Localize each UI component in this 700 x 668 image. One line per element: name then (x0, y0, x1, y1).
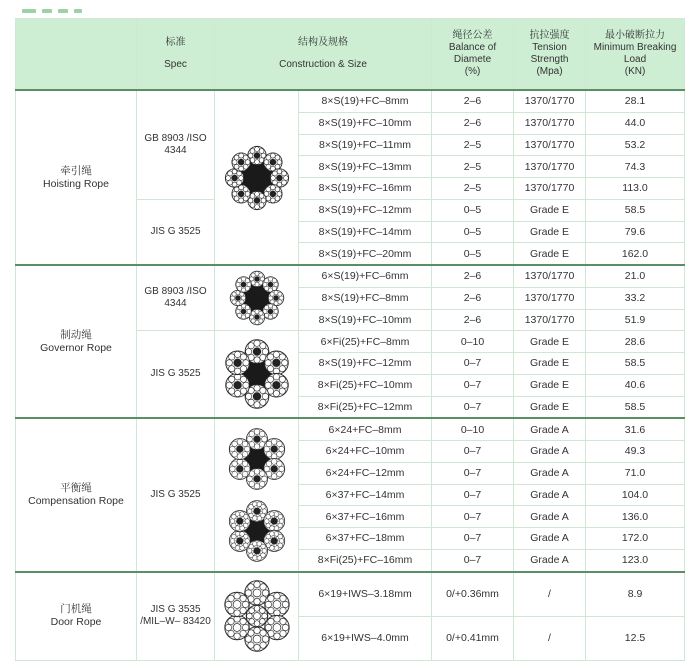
construction-cell: 6×24+FC–10mm (299, 441, 432, 463)
construction-cell: 8×S(19)+FC–11mm (299, 134, 432, 156)
tension-cell: Grade A (514, 506, 586, 528)
tension-cell: Grade E (514, 353, 586, 375)
balance-cell: 2–6 (432, 309, 514, 331)
load-cell: 33.2 (586, 287, 685, 309)
load-cell: 136.0 (586, 506, 685, 528)
tension-cell: Grade E (514, 199, 586, 221)
balance-cell: 0–5 (432, 243, 514, 265)
table-row (16, 418, 685, 440)
load-cell: 162.0 (586, 243, 685, 265)
balance-cell: 0–7 (432, 441, 514, 463)
category-compensation: 平衡绳 Compensation Rope (16, 418, 137, 571)
tension-cell: Grade A (514, 528, 586, 550)
rope-spec-table (15, 18, 685, 661)
tension-cell: Grade A (514, 441, 586, 463)
balance-cell: 0–10 (432, 418, 514, 440)
construction-cell: 8×S(19)+FC–12mm (299, 353, 432, 375)
load-cell: 28.6 (586, 331, 685, 353)
tension-cell: Grade A (514, 462, 586, 484)
table-row (16, 90, 685, 112)
category-door: 门机绳 Door Rope (16, 572, 137, 661)
balance-cell: 0–7 (432, 396, 514, 418)
construction-cell: 8×S(19)+FC–8mm (299, 287, 432, 309)
load-cell: 44.0 (586, 112, 685, 134)
construction-cell: 8×S(19)+FC–20mm (299, 243, 432, 265)
construction-cell: 6×37+FC–18mm (299, 528, 432, 550)
load-cell: 74.3 (586, 156, 685, 178)
balance-cell: 2–6 (432, 287, 514, 309)
balance-cell: 0–7 (432, 462, 514, 484)
balance-cell: 0–7 (432, 506, 514, 528)
construction-cell: 8×S(19)+FC–8mm (299, 90, 432, 112)
load-cell: 8.9 (586, 572, 685, 617)
balance-cell: 0/+0.36mm (432, 572, 514, 617)
load-cell: 51.9 (586, 309, 685, 331)
balance-cell: 0–5 (432, 199, 514, 221)
balance-cell: 2–5 (432, 156, 514, 178)
balance-cell: 2–5 (432, 178, 514, 200)
load-cell: 79.6 (586, 221, 685, 243)
construction-cell: 8×S(19)+FC–10mm (299, 309, 432, 331)
spec-cell: GB 8903 /ISO 4344 (137, 265, 215, 331)
tension-cell: / (514, 616, 586, 660)
load-cell: 113.0 (586, 178, 685, 200)
tension-cell: 1370/1770 (514, 90, 586, 112)
load-cell: 12.5 (586, 616, 685, 660)
construction-cell: 6×19+IWS–4.0mm (299, 616, 432, 660)
construction-cell: 6×S(19)+FC–6mm (299, 265, 432, 287)
load-cell: 31.6 (586, 418, 685, 440)
rope-cross-section-image (215, 265, 299, 331)
construction-cell: 6×19+IWS–3.18mm (299, 572, 432, 617)
balance-cell: 0/+0.41mm (432, 616, 514, 660)
construction-cell: 8×Fi(25)+FC–10mm (299, 374, 432, 396)
construction-cell: 8×S(19)+FC–10mm (299, 112, 432, 134)
spec-cell: JIS G 3525 (137, 199, 215, 265)
load-cell: 123.0 (586, 549, 685, 571)
load-cell: 58.5 (586, 353, 685, 375)
tension-cell: Grade A (514, 484, 586, 506)
header-tension: 抗拉强度 Tension Strength (Mpa) (514, 19, 586, 91)
construction-cell: 6×24+FC–8mm (299, 418, 432, 440)
balance-cell: 0–5 (432, 221, 514, 243)
balance-cell: 0–7 (432, 528, 514, 550)
top-decoration (22, 0, 142, 6)
construction-cell: 8×S(19)+FC–13mm (299, 156, 432, 178)
tension-cell: / (514, 572, 586, 617)
rope-6x37-icon (226, 500, 288, 562)
header-category (16, 19, 137, 91)
tension-cell: Grade A (514, 549, 586, 571)
tension-cell: 1370/1770 (514, 178, 586, 200)
header-construction: 结构及规格 Construction & Size (215, 19, 432, 91)
tension-cell: 1370/1770 (514, 309, 586, 331)
construction-cell: 6×37+FC–16mm (299, 506, 432, 528)
tension-cell: Grade E (514, 331, 586, 353)
construction-cell: 8×Fi(25)+FC–12mm (299, 396, 432, 418)
rope-8-strand-icon (229, 270, 285, 326)
tension-cell: Grade E (514, 374, 586, 396)
tension-cell: 1370/1770 (514, 112, 586, 134)
balance-cell: 0–7 (432, 353, 514, 375)
load-cell: 53.2 (586, 134, 685, 156)
load-cell: 58.5 (586, 199, 685, 221)
rope-6-strand-icon (222, 339, 292, 409)
category-governor: 制动绳 Governor Rope (16, 265, 137, 418)
header-balance: 绳径公差 Balance of Diamete (%) (432, 19, 514, 91)
balance-cell: 2–6 (432, 90, 514, 112)
table-header-row (16, 19, 685, 91)
load-cell: 71.0 (586, 462, 685, 484)
category-hoisting: 牵引绳 Hoisting Rope (16, 90, 137, 265)
rope-cross-section-image (215, 418, 299, 571)
spec-cell: JIS G 3535 /MIL–W– 83420 (137, 572, 215, 661)
spec-cell: GB 8903 /ISO 4344 (137, 90, 215, 199)
balance-cell: 0–10 (432, 331, 514, 353)
construction-cell: 6×24+FC–12mm (299, 462, 432, 484)
tension-cell: 1370/1770 (514, 287, 586, 309)
construction-cell: 8×S(19)+FC–12mm (299, 199, 432, 221)
construction-cell: 6×Fi(25)+FC–8mm (299, 331, 432, 353)
rope-cross-section-image (215, 572, 299, 661)
balance-cell: 2–5 (432, 134, 514, 156)
spec-cell: JIS G 3525 (137, 418, 215, 571)
load-cell: 172.0 (586, 528, 685, 550)
load-cell: 58.5 (586, 396, 685, 418)
tension-cell: 1370/1770 (514, 265, 586, 287)
construction-cell: 8×S(19)+FC–16mm (299, 178, 432, 200)
tension-cell: 1370/1770 (514, 134, 586, 156)
construction-cell: 8×S(19)+FC–14mm (299, 221, 432, 243)
balance-cell: 2–6 (432, 112, 514, 134)
load-cell: 28.1 (586, 90, 685, 112)
load-cell: 40.6 (586, 374, 685, 396)
balance-cell: 0–7 (432, 549, 514, 571)
rope-cross-section-image (215, 331, 299, 419)
tension-cell: Grade A (514, 418, 586, 440)
balance-cell: 0–7 (432, 374, 514, 396)
table-row (16, 265, 685, 287)
tension-cell: Grade E (514, 221, 586, 243)
rope-8-strand-icon (224, 145, 290, 211)
header-load: 最小破断拉力 Minimum Breaking Load (KN) (586, 19, 685, 91)
load-cell: 21.0 (586, 265, 685, 287)
spec-cell: JIS G 3525 (137, 331, 215, 419)
rope-cross-section-image (215, 90, 299, 265)
balance-cell: 2–6 (432, 265, 514, 287)
tension-cell: Grade E (514, 243, 586, 265)
tension-cell: Grade E (514, 396, 586, 418)
load-cell: 49.3 (586, 441, 685, 463)
tension-cell: 1370/1770 (514, 156, 586, 178)
construction-cell: 8×Fi(25)+FC–16mm (299, 549, 432, 571)
table-row (16, 572, 685, 617)
rope-6x19-iws-icon (221, 580, 293, 652)
load-cell: 104.0 (586, 484, 685, 506)
rope-6x24-icon (226, 428, 288, 490)
balance-cell: 0–7 (432, 484, 514, 506)
header-spec: 标准 Spec (137, 19, 215, 91)
construction-cell: 6×37+FC–14mm (299, 484, 432, 506)
